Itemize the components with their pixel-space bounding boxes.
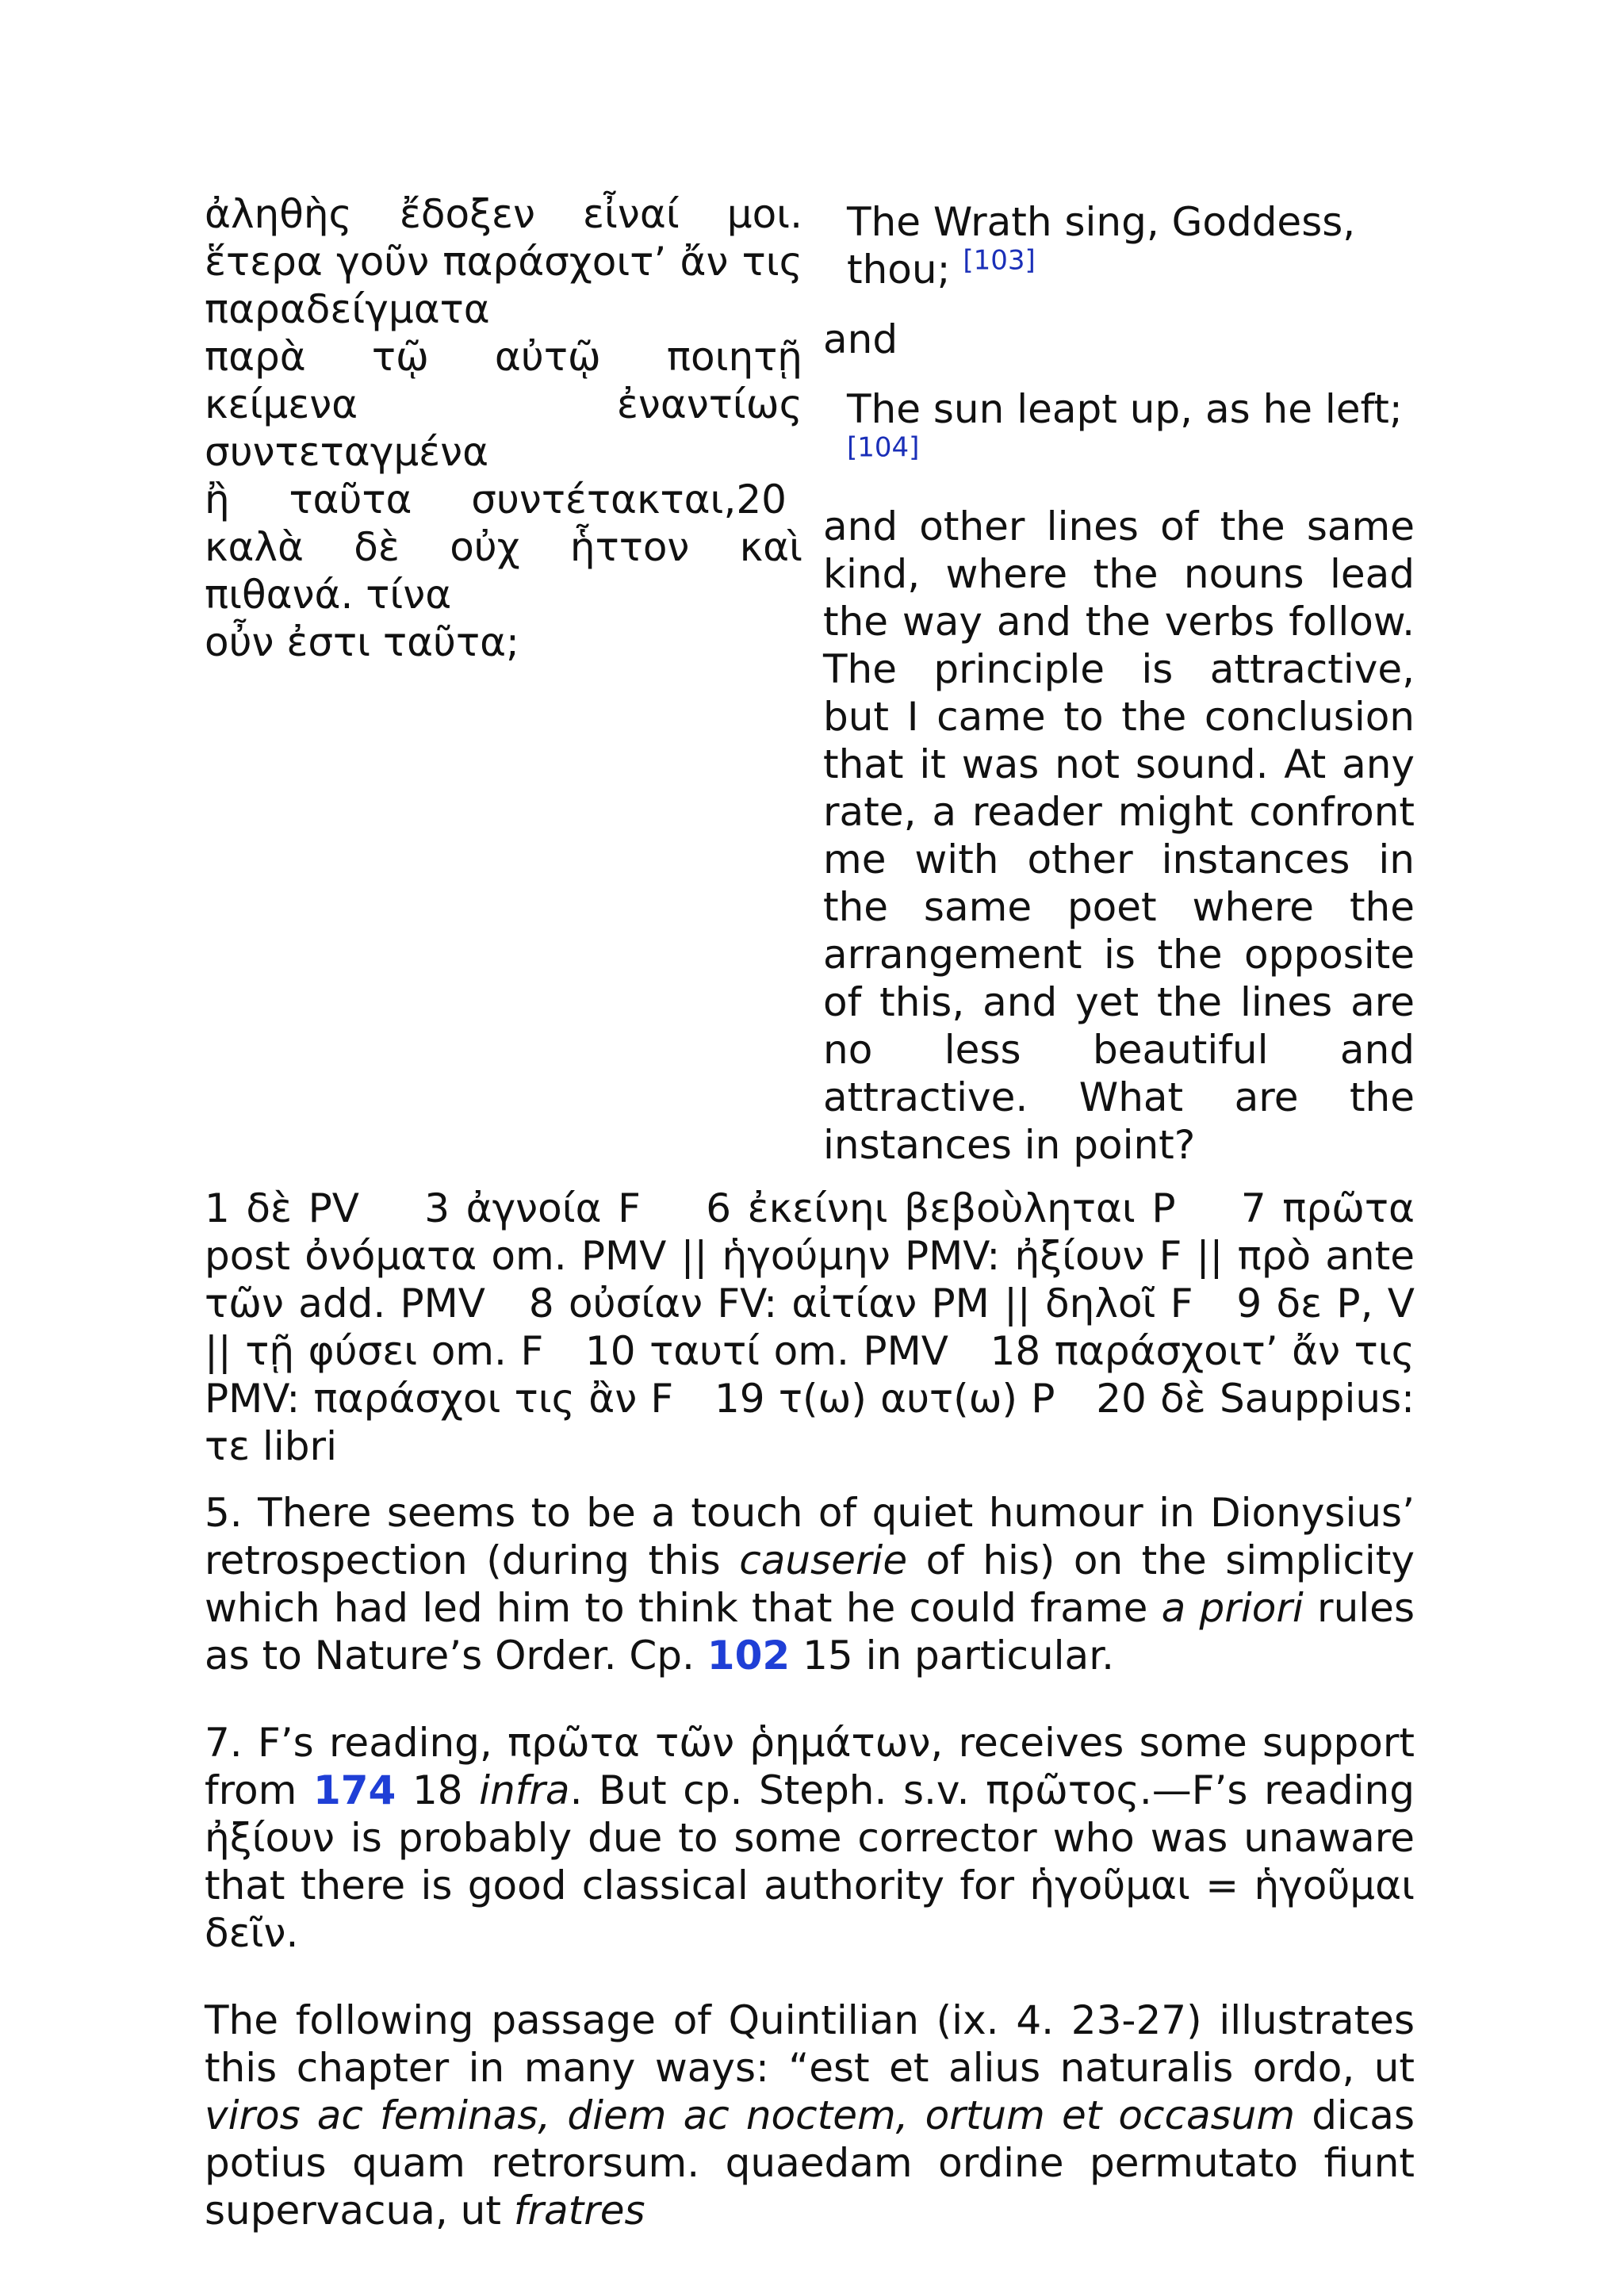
verse-1-text: The Wrath sing, Goddess, thou; — [847, 199, 1356, 293]
parallel-text — [205, 190, 1415, 1169]
page-ref-102-link[interactable]: 102 — [707, 1633, 791, 1679]
greek-column — [205, 190, 802, 1169]
greek-line-4: οὖν ἐστι ταῦτα; — [205, 619, 519, 665]
footnote-link-104[interactable]: [104] — [847, 431, 920, 464]
english-column — [823, 190, 1415, 1169]
page-ref-174-link[interactable]: 174 — [312, 1767, 396, 1813]
note-7-text-1: 7. F’s reading, πρῶτα τῶν ῥημάτων, receives some support from — [205, 1720, 1415, 1813]
apparatus-text: 1 δὲ PV 3 ἀγνοία F 6 ἐκείνηι βεβοὺληται P 7 πρῶτα post ὀνόματα om. PMV || ἡγούμην PMV: ἠξίουν F || πρὸ ante τῶν add. PMV 8 οὐσίαν FV: αἰτίαν PM || δηλοῖ F 9 δε P, V || τῇ φύσει om. F 10 ταυτί om. PMV 18 παράσχοιτ’ ἄν τις PMV: παράσχοι τις ἂν F 19 τ(ω) αυτ(ω) P 20 δὲ Sauppius: τε libri — [205, 1185, 1427, 1469]
verse-quote-1 — [823, 198, 1415, 293]
line-number: 20 — [736, 477, 787, 523]
quintilian-text-1: The following passage of Quintilian (ix. 4. 23-27) illustrates this chapter in many ways: “est et alius naturalis ordo, ut — [205, 1997, 1415, 2091]
note-7-text-2: 18 — [396, 1767, 480, 1813]
note-7 — [205, 1719, 1415, 1957]
quintilian-note — [205, 1996, 1415, 2234]
quintilian-text-2: dicas potius quam retrorsum. quaedam ordine permutato fiunt supervacua, ut — [205, 2092, 1415, 2234]
footnote-link-103[interactable]: [103] — [963, 244, 1036, 277]
greek-line-3-text: ἢ ταῦτα συντέτακται, καλὰ δὲ οὐχ ἧττον καὶ πιθανά. τίνα — [205, 477, 802, 618]
note-5 — [205, 1489, 1415, 1679]
greek-line-3 — [205, 476, 802, 618]
verse-quote-2 — [823, 385, 1415, 480]
note-7-italic-1: infra — [479, 1767, 570, 1813]
verse-2-text: The sun leapt up, as he left; — [847, 386, 1403, 432]
note-5-text-2: of his) on the simplicity which had led him to think that he could frame — [205, 1537, 1415, 1631]
note-5-italic-1: causerie — [739, 1537, 908, 1583]
note-7-text-3: . But cp. Steph. s.v. πρῶτος.—F’s reading ἠξίουν is probably due to some corrector who was unaware that there is good classical authority for ἡγοῦμαι = ἡγοῦμαι δεῖν. — [205, 1767, 1415, 1956]
quintilian-italic-1: viros ac feminas, diem ac noctem, ortum et occasum — [205, 2092, 1296, 2138]
note-5-text-3: rules as to Nature’s Order. Cp. — [205, 1585, 1415, 1679]
critical-apparatus — [205, 1185, 1427, 1470]
note-5-text-4: 15 in particular. — [790, 1633, 1115, 1679]
quintilian-italic-2: fratres — [513, 2188, 645, 2234]
greek-line-2: παρὰ τῷ αὐτῷ ποιητῇ κείμενα ἐναντίως συντεταγμένα — [205, 334, 802, 475]
note-5-text-1: 5. There seems to be a touch of quiet humour in Dionysius’ retrospection (during this — [205, 1490, 1415, 1583]
page-content — [205, 190, 1427, 2274]
greek-line-1: ἀληθὴς ἔδοξεν εἶναί μοι. ἕτερα γοῦν παράσχοιτ’ ἄν τις παραδείγματα — [205, 191, 802, 332]
note-5-italic-2: a priori — [1161, 1585, 1304, 1631]
translation-paragraph: and other lines of the same kind, where the nouns lead the way and the verbs follow. The principle is attractive, but I came to the conclusion that it was not sound. At any rate, a reader might confront me with other instances in the same poet where the arrangement is the opposite of this, and yet the lines are no less beautiful and attractive. What are the instances in point? — [823, 503, 1415, 1168]
connector-and: and — [823, 316, 898, 362]
